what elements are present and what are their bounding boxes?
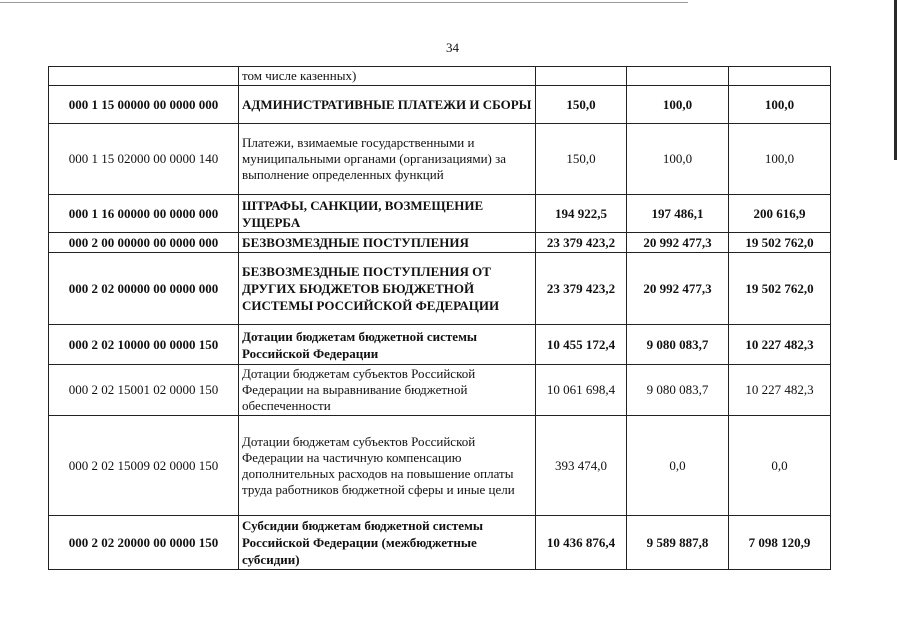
row-value-1: 194 922,5 (536, 195, 627, 233)
table-row (49, 124, 831, 195)
budget-table (48, 66, 831, 570)
row-code: 000 1 15 00000 00 0000 000 (49, 86, 239, 124)
row-name: БЕЗВОЗМЕЗДНЫЕ ПОСТУПЛЕНИЯ (239, 233, 536, 253)
row-value-1: 10 455 172,4 (536, 325, 627, 365)
row-value-1: 10 436 876,4 (536, 516, 627, 570)
row-name: Дотации бюджетам субъектов Российской Федерации на выравнивание бюджетной обеспеченности (239, 365, 536, 416)
row-code: 000 2 02 15009 02 0000 150 (49, 416, 239, 516)
row-code: 000 2 00 00000 00 0000 000 (49, 233, 239, 253)
row-value-1: 23 379 423,2 (536, 253, 627, 325)
table-row (49, 416, 831, 516)
table-row (49, 195, 831, 233)
row-value-1 (536, 67, 627, 86)
page-number: 34 (446, 40, 459, 55)
row-value-2: 9 589 887,8 (627, 516, 729, 570)
row-value-3: 200 616,9 (729, 195, 831, 233)
row-name: том числе казенных) (239, 67, 536, 86)
row-value-2: 0,0 (627, 416, 729, 516)
row-value-3: 10 227 482,3 (729, 325, 831, 365)
row-code (49, 67, 239, 86)
row-code: 000 2 02 00000 00 0000 000 (49, 253, 239, 325)
table-row (49, 253, 831, 325)
row-value-3: 7 098 120,9 (729, 516, 831, 570)
table-row (49, 86, 831, 124)
row-value-1: 150,0 (536, 86, 627, 124)
row-code: 000 2 02 20000 00 0000 150 (49, 516, 239, 570)
row-value-2: 9 080 083,7 (627, 325, 729, 365)
row-code: 000 2 02 10000 00 0000 150 (49, 325, 239, 365)
row-code: 000 1 15 02000 00 0000 140 (49, 124, 239, 195)
row-value-3: 0,0 (729, 416, 831, 516)
row-value-2: 197 486,1 (627, 195, 729, 233)
row-value-2: 100,0 (627, 86, 729, 124)
row-code: 000 1 16 00000 00 0000 000 (49, 195, 239, 233)
table-row (49, 233, 831, 253)
row-value-3: 19 502 762,0 (729, 253, 831, 325)
row-value-1: 23 379 423,2 (536, 233, 627, 253)
row-value-3: 10 227 482,3 (729, 365, 831, 416)
scan-edge-mark (894, 0, 897, 160)
row-name: Дотации бюджетам бюджетной системы Российской Федерации (239, 325, 536, 365)
row-value-1: 10 061 698,4 (536, 365, 627, 416)
table-row (49, 67, 831, 86)
row-value-3: 19 502 762,0 (729, 233, 831, 253)
table-row (49, 325, 831, 365)
row-value-2: 20 992 477,3 (627, 253, 729, 325)
row-name: Дотации бюджетам субъектов Российской Федерации на частичную компенсацию дополнительных расходов на повышение оплаты труда работников бюджетной сферы и иные цели (239, 416, 536, 516)
row-value-1: 393 474,0 (536, 416, 627, 516)
row-name: ШТРАФЫ, САНКЦИИ, ВОЗМЕЩЕНИЕ УЩЕРБА (239, 195, 536, 233)
row-value-3 (729, 67, 831, 86)
row-code: 000 2 02 15001 02 0000 150 (49, 365, 239, 416)
row-value-2: 20 992 477,3 (627, 233, 729, 253)
row-name: АДМИНИСТРАТИВНЫЕ ПЛАТЕЖИ И СБОРЫ (239, 86, 536, 124)
row-value-3: 100,0 (729, 124, 831, 195)
row-value-2 (627, 67, 729, 86)
table-row (49, 365, 831, 416)
row-value-2: 9 080 083,7 (627, 365, 729, 416)
row-value-2: 100,0 (627, 124, 729, 195)
scan-edge-line (0, 2, 688, 3)
table-row (49, 516, 831, 570)
row-value-1: 150,0 (536, 124, 627, 195)
row-name: БЕЗВОЗМЕЗДНЫЕ ПОСТУПЛЕНИЯ ОТ ДРУГИХ БЮДЖЕТОВ БЮДЖЕТНОЙ СИСТЕМЫ РОССИЙСКОЙ ФЕДЕРАЦИИ (239, 253, 536, 325)
row-name: Платежи, взимаемые государственными и муниципальными органами (организациями) за выполнение определенных функций (239, 124, 536, 195)
row-name: Субсидии бюджетам бюджетной системы Российской Федерации (межбюджетные субсидии) (239, 516, 536, 570)
row-value-3: 100,0 (729, 86, 831, 124)
